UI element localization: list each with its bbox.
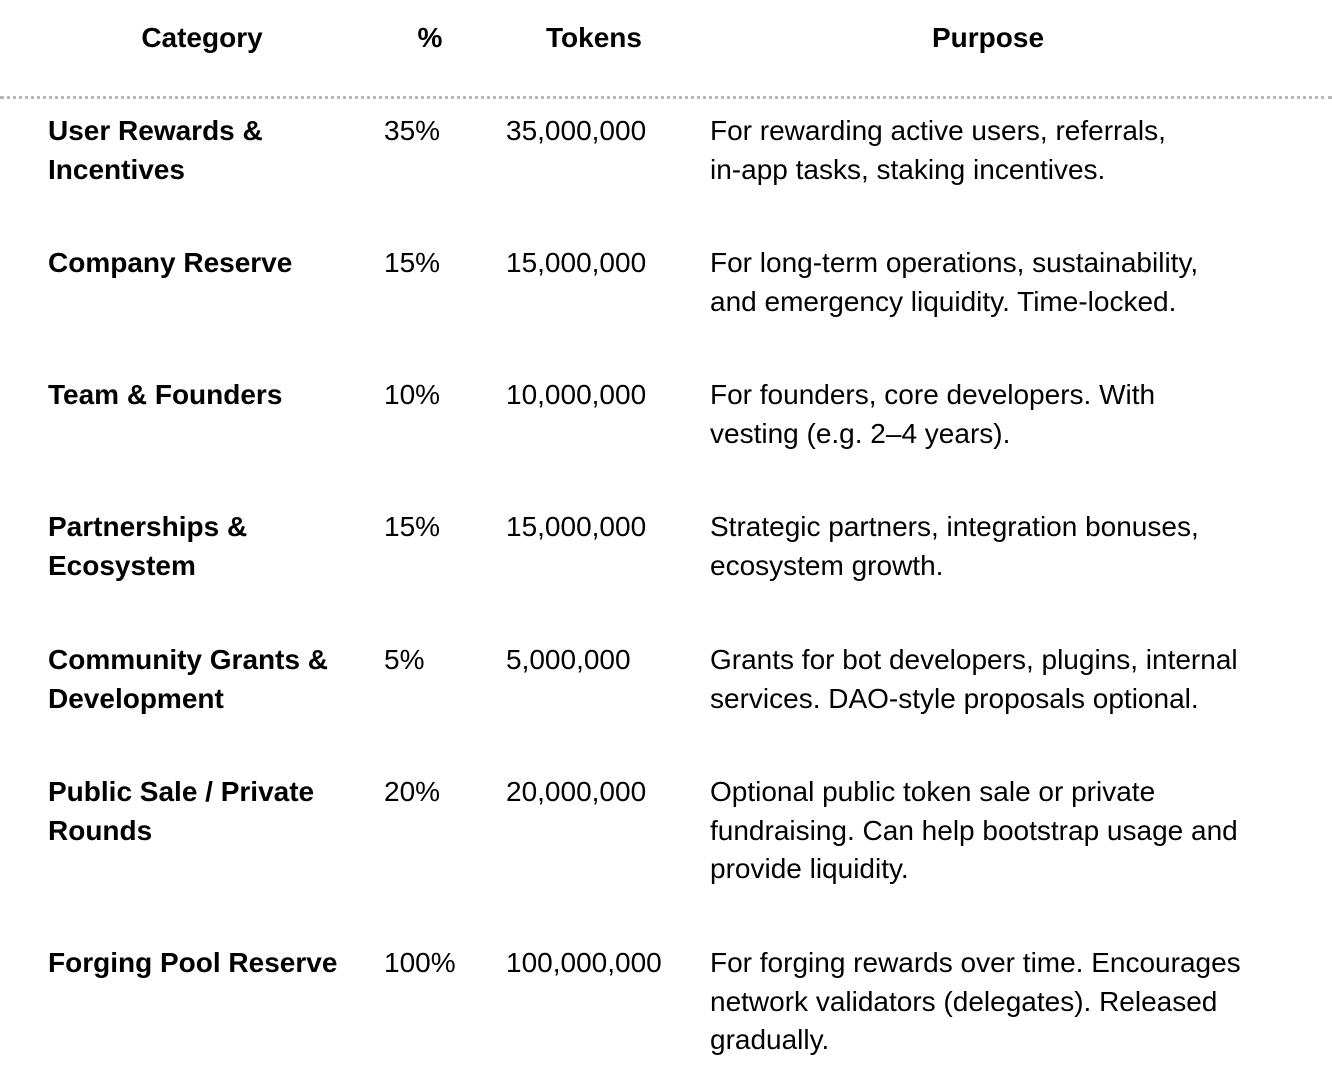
purpose-cell (710, 112, 1310, 189)
header-category: Category (141, 22, 263, 53)
header-purpose: Purpose (931, 22, 1045, 53)
percent-cell: 15% (384, 511, 441, 542)
tokens-cell: 100,000,000 (506, 947, 662, 978)
percent-cell: 35% (384, 115, 441, 146)
purpose-cell (710, 376, 1310, 453)
purpose-line: ecosystem growth. (710, 549, 944, 581)
purpose-cell (710, 773, 1310, 889)
header-percent: % (417, 22, 443, 53)
category-cell (48, 112, 368, 189)
purpose-line: For rewarding active users, referrals, (710, 115, 1166, 146)
category-cell (48, 773, 368, 850)
purpose-line: For long-term operations, sustainability, (710, 247, 1199, 278)
category-line: Team & Founders (48, 379, 283, 410)
category-line: Company Reserve (48, 247, 293, 278)
category-cell (48, 244, 368, 283)
purpose-line: services. DAO-style proposals optional. (710, 682, 1199, 714)
purpose-line: provide liquidity. (710, 853, 909, 884)
purpose-cell (710, 944, 1310, 1060)
category-line: Public Sale / Private (48, 776, 315, 807)
tokens-cell: 10,000,000 (506, 379, 647, 410)
header-tokens: Tokens (546, 22, 642, 53)
tokens-cell: 15,000,000 (506, 511, 647, 542)
tokens-cell: 15,000,000 (506, 247, 647, 278)
tokens-cell: 35,000,000 (506, 115, 647, 146)
category-cell (48, 508, 368, 585)
purpose-line: Grants for bot developers, plugins, internal (710, 644, 1238, 675)
purpose-line: vesting (e.g. 2–4 years). (710, 417, 1011, 449)
category-line: User Rewards & (48, 115, 263, 146)
category-cell (48, 641, 368, 718)
category-cell (48, 944, 368, 983)
purpose-line: Strategic partners, integration bonuses, (710, 511, 1199, 542)
purpose-line: and emergency liquidity. Time-locked. (710, 285, 1177, 317)
purpose-line: gradually. (710, 1024, 830, 1055)
purpose-line: fundraising. Can help bootstrap usage and (710, 814, 1238, 846)
category-line: Development (48, 682, 224, 714)
tokens-cell: 20,000,000 (506, 776, 647, 807)
purpose-line: Optional public token sale or private (710, 776, 1156, 807)
category-line: Partnerships & (48, 511, 248, 542)
purpose-cell (710, 641, 1310, 718)
category-line: Ecosystem (48, 549, 196, 581)
purpose-line: in-app tasks, staking incentives. (710, 153, 1106, 185)
purpose-cell (710, 244, 1310, 321)
percent-cell: 20% (384, 776, 441, 807)
purpose-line: For forging rewards over time. Encourages (710, 947, 1241, 978)
percent-cell: 10% (384, 379, 441, 410)
category-cell (48, 376, 368, 415)
purpose-line: network validators (delegates). Released (710, 985, 1218, 1017)
tokens-cell: 5,000,000 (506, 644, 631, 675)
percent-cell: 5% (384, 644, 425, 675)
percent-cell: 15% (384, 247, 441, 278)
table-header (0, 0, 1332, 99)
purpose-line: For founders, core developers. With (710, 379, 1156, 410)
category-line: Rounds (48, 814, 153, 846)
category-line: Community Grants & (48, 644, 329, 675)
category-line: Incentives (48, 153, 185, 185)
percent-cell: 100% (384, 947, 456, 978)
purpose-cell (710, 508, 1310, 585)
category-line: Forging Pool Reserve (48, 947, 338, 978)
